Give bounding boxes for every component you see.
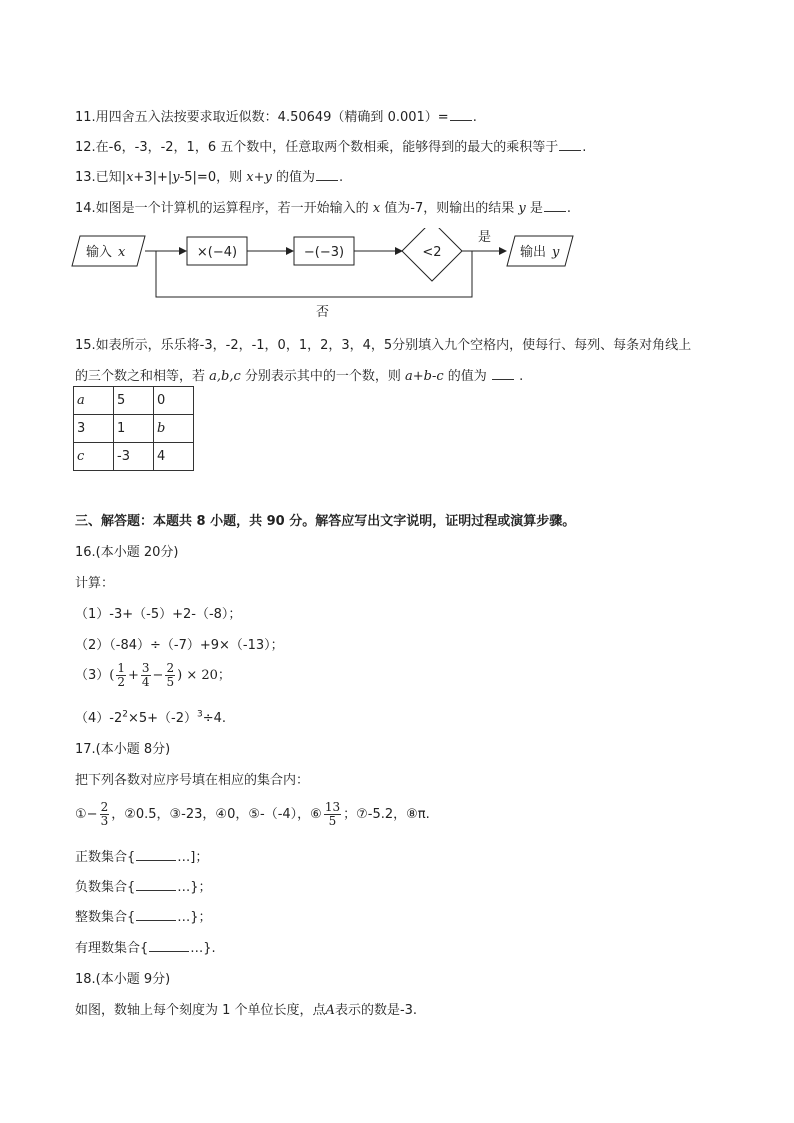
table-cell: 0 (154, 387, 194, 415)
positive-set: 正数集合{ …]； (75, 850, 209, 865)
question-16-part-4: $(4)-2^2\times 5+(-2)^3\div 4$. (75, 709, 227, 726)
table-row (74, 443, 194, 471)
question-18-text: 如图，数轴上每个刻度为 1 个单位长度，点A表示的数是-3. (75, 1003, 418, 1018)
flowchart (68, 228, 588, 323)
answer-blank (136, 889, 176, 891)
fraction: $\frac{2}{3}$ (100, 800, 109, 828)
answer-blank (492, 378, 514, 380)
table-row (74, 387, 194, 415)
multiply-label: ×(−4) (196, 245, 238, 260)
table-row (74, 415, 194, 443)
no-label: 否 (316, 305, 330, 320)
question-17-title: 17.(本小题 8分) (75, 742, 171, 757)
question-12: 12.在-6，-3，-2，1，6 五个数中，任意取两个数相乘，能够得到的最大的乘积等于 . (75, 140, 587, 155)
answer-blank (149, 950, 189, 952)
answer-blank (136, 859, 176, 861)
table-cell: 3 (74, 415, 114, 443)
yes-label: 是 (478, 230, 492, 245)
answer-blank (136, 919, 176, 921)
table-cell: -3 (114, 443, 154, 471)
fraction: $\frac{13}{5}$ (324, 800, 341, 828)
question-16-part-3: （3）( $\frac{1}{2}$ + $\frac{3}{4}$ − $\frac{2}{5}$ ) × 20； (75, 661, 231, 689)
question-17-numbers: ①− $\frac{2}{3}$ ，②0.5，③-23，④0，⑤-（-4），⑥ $\frac{13}{5}$ ；⑦-5.2，⑧π. (75, 800, 430, 828)
section-heading: 三、解答题：本题共 8 小题，共 90 分。解答应写出文字说明，证明过程或演算步骤。 (75, 514, 576, 529)
table-cell: b (154, 415, 194, 443)
negative-set: 负数集合{ …}； (75, 880, 212, 895)
answer-blank (450, 119, 472, 121)
output-variable: y (552, 245, 560, 260)
condition-label: <2 (422, 245, 442, 260)
answer-blank (559, 149, 581, 151)
question-11: 11.用四舍五入法按要求取近似数：4.50649（精确到 0.001）= . (75, 110, 477, 125)
question-15-line-2: 的三个数之和相等，若 a,b,c 分别表示其中的一个数，则 a+b-c 的值为 . (75, 369, 524, 384)
question-16-part-1: （1）-3+（-5）+2-（-8）； (75, 607, 242, 622)
question-16-intro: 计算： (75, 576, 115, 591)
fraction: $\frac{1}{2}$ (117, 661, 125, 689)
question-16-title: 16.(本小题 20分) (75, 545, 179, 560)
question-18-title: 18.(本小题 9分) (75, 972, 171, 987)
input-label: 输入 (86, 245, 113, 260)
question-14: 14.如图是一个计算机的运算程序，若一开始输入的 x 值为-7，则输出的结果 y 是 . (75, 201, 572, 216)
subtract-label: −(−3) (303, 245, 345, 260)
fraction: $\frac{2}{5}$ (166, 661, 175, 689)
table-cell: a (74, 387, 114, 415)
input-variable: x (118, 245, 126, 260)
rational-set: 有理数集合{ …}. (75, 941, 216, 956)
answer-blank (316, 179, 338, 181)
table-cell: c (74, 443, 114, 471)
question-16-part-2: （2）（-84）÷（-7）+9×（-13）； (75, 638, 284, 653)
question-17-intro: 把下列各数对应序号填在相应的集合内： (75, 773, 310, 788)
table-cell: 4 (154, 443, 194, 471)
question-13: 13.已知|x+3|+|y-5|=0，则 x+y 的值为 . (75, 170, 344, 185)
integer-set: 整数集合{ …}； (75, 910, 212, 925)
answer-blank (544, 210, 566, 212)
table-cell: 1 (114, 415, 154, 443)
magic-square-table (73, 386, 194, 471)
fraction: $\frac{3}{4}$ (141, 661, 150, 689)
output-label: 输出 (520, 245, 547, 260)
question-15-line-1: 15.如表所示，乐乐将-3，-2，-1，0，1，2，3，4，5分别填入九个空格内，使每行、每列、每条对角线上 (75, 338, 692, 353)
table-cell: 5 (114, 387, 154, 415)
